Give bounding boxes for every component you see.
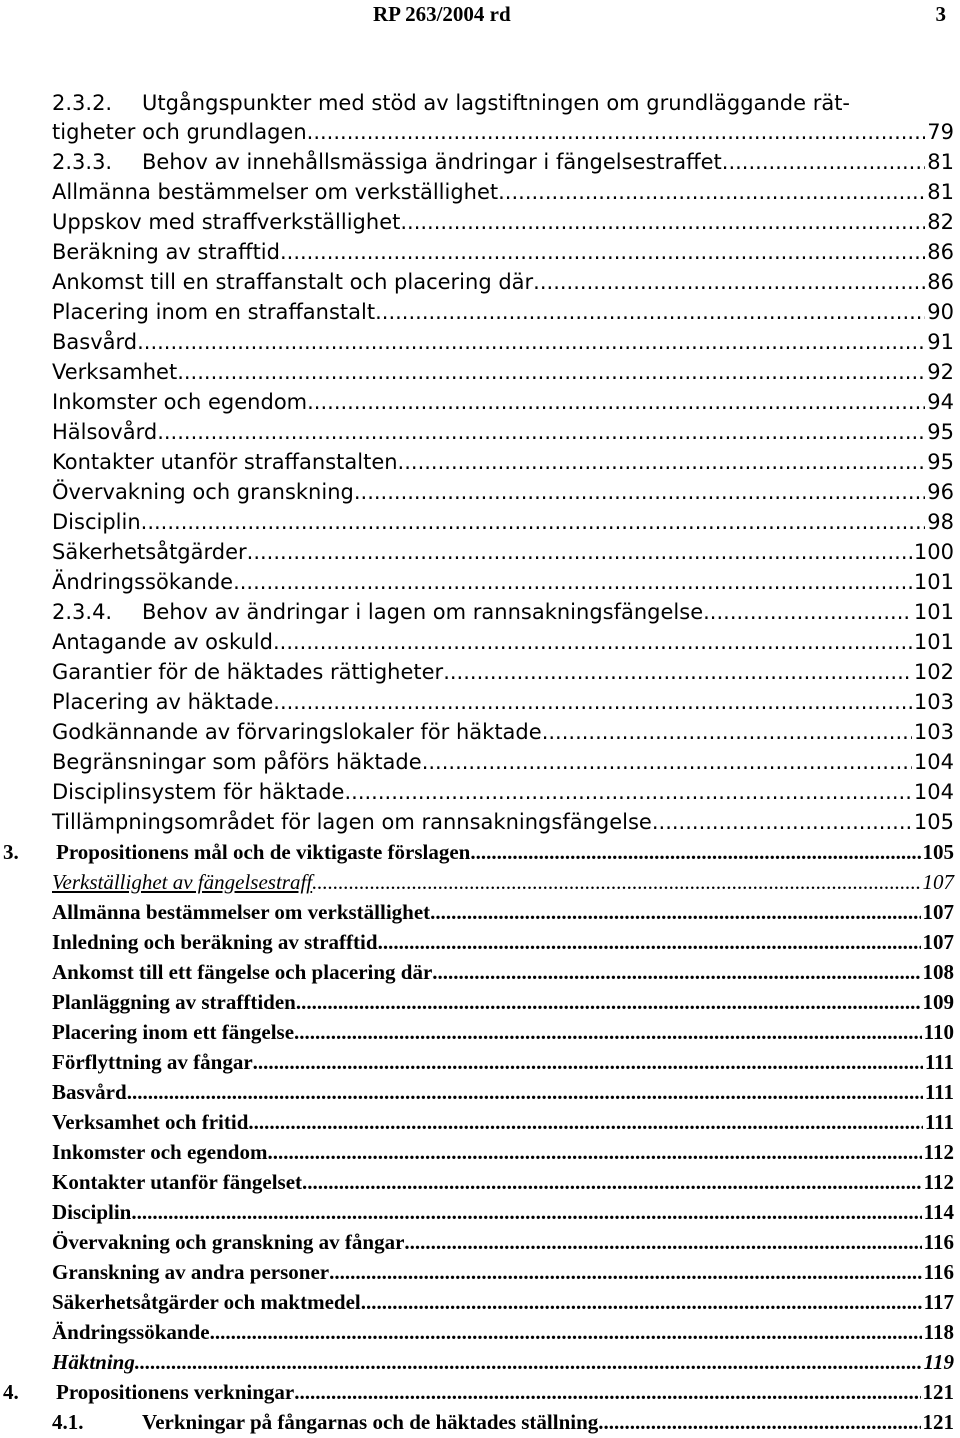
toc-entry-title: Verkningar på fångarnas och de häktades ställning <box>142 1410 599 1434</box>
toc-entry-title: Disciplin <box>52 1200 132 1224</box>
toc-entry[interactable] <box>0 237 960 267</box>
toc-entry-line <box>52 1197 954 1227</box>
toc-entry-number: 4. <box>3 1380 19 1404</box>
toc-entry-title: Säkerhetsåtgärder och maktmedel <box>52 1290 361 1314</box>
toc-entry-title: Ankomst till ett fängelse och placering där <box>52 960 433 984</box>
toc-entry-page: 79 <box>927 120 954 144</box>
toc-entry-line <box>52 537 954 567</box>
toc-entry-title: Inkomster och egendom <box>52 1140 268 1164</box>
toc-leader-dots <box>722 147 926 177</box>
toc-entry-title: Uppskov med straffverkställighet <box>52 210 401 234</box>
toc-entry-page: 101 <box>913 570 954 594</box>
toc-entry[interactable] <box>0 417 960 447</box>
toc-entry-title: Hälsovård <box>52 420 158 444</box>
toc-entry-line <box>52 957 954 987</box>
toc-leader-dots <box>422 747 912 777</box>
toc-entry-title: Propositionens mål och de viktigaste förslagen <box>56 840 471 864</box>
toc-entry-title: Förflyttning av fångar <box>52 1050 253 1074</box>
toc-leader-dots <box>267 1137 921 1167</box>
page-header <box>0 0 960 30</box>
toc-leader-dots <box>443 657 912 687</box>
toc-entry[interactable] <box>0 897 960 927</box>
toc-entry-line <box>52 147 954 177</box>
toc-entry-page: 114 <box>923 1200 954 1224</box>
toc-entry-title: Begränsningar som påförs häktade <box>52 750 422 774</box>
toc-entry-line <box>3 837 954 867</box>
toc-entry-title: Placering inom ett fängelse <box>52 1020 295 1044</box>
toc-entry[interactable] <box>0 1377 960 1407</box>
toc-leader-dots <box>398 447 926 477</box>
toc-entry-line <box>52 1107 954 1137</box>
toc-entry[interactable] <box>0 1107 960 1137</box>
toc-entry-page: 103 <box>913 690 954 714</box>
toc-entry-line <box>52 507 954 537</box>
toc-entry[interactable] <box>0 327 960 357</box>
toc-entry-line <box>52 477 954 507</box>
toc-leader-dots <box>253 1047 923 1077</box>
toc-entry-line <box>52 1407 954 1437</box>
toc-entry-number: 2.3.4. <box>52 600 113 624</box>
toc-entry-title: Antagande av oskuld <box>52 630 273 654</box>
toc-entry-line <box>52 987 954 1017</box>
toc-entry[interactable] <box>0 267 960 297</box>
toc-leader-dots <box>533 267 925 297</box>
toc-leader-dots <box>598 1407 920 1437</box>
toc-entry[interactable] <box>0 777 960 807</box>
toc-leader-dots <box>294 1017 922 1047</box>
toc-entry-page: 108 <box>922 960 954 984</box>
toc-leader-dots <box>177 357 925 387</box>
toc-entry[interactable] <box>0 687 960 717</box>
toc-leader-dots <box>141 507 926 537</box>
toc-entry-page: 100 <box>913 540 954 564</box>
toc-entry[interactable] <box>0 357 960 387</box>
toc-entry-title: tigheter och grundlagen <box>52 120 307 144</box>
toc-entry[interactable] <box>0 837 960 867</box>
toc-entry[interactable] <box>0 447 960 477</box>
toc-entry-line <box>52 1167 954 1197</box>
toc-leader-dots <box>329 1257 922 1287</box>
toc-entry[interactable] <box>0 207 960 237</box>
toc-entry-line <box>52 597 954 627</box>
toc-entry-title: Disciplinsystem för häktade <box>52 780 345 804</box>
toc-entry-page: 103 <box>913 720 954 744</box>
toc-leader-dots <box>233 567 912 597</box>
toc-leader-dots <box>470 837 920 867</box>
toc-entry-title: Placering av häktade <box>52 690 274 714</box>
toc-entry-title: Verksamhet och fritid <box>52 1110 249 1134</box>
toc-leader-dots <box>135 1347 922 1377</box>
toc-entry-line <box>52 747 954 777</box>
toc-entry-page: 107 <box>922 930 954 954</box>
toc-entry-line <box>52 927 954 957</box>
toc-entry-line <box>52 267 954 297</box>
toc-entry-page: 107 <box>922 870 954 894</box>
toc-entry-line <box>52 807 954 837</box>
toc-entry-line <box>52 357 954 387</box>
toc-entry[interactable] <box>0 927 960 957</box>
toc-entry-title: Inkomster och egendom <box>52 390 308 414</box>
toc-entry-line <box>52 89 954 117</box>
toc-entry-page: 110 <box>923 1020 954 1044</box>
toc-entry[interactable] <box>0 747 960 777</box>
toc-entry-page: 121 <box>922 1380 954 1404</box>
toc-entry-page: 111 <box>924 1050 954 1074</box>
toc-entry-title: Allmänna bestämmelser om verkställighet <box>52 900 431 924</box>
toc-entry-number: 2.3.3. <box>52 150 113 174</box>
toc-entry-line <box>52 207 954 237</box>
toc-entry[interactable] <box>0 147 960 177</box>
toc-leader-dots <box>131 1197 921 1227</box>
toc-entry-line <box>52 567 954 597</box>
toc-entry-page: 104 <box>913 780 954 804</box>
toc-leader-dots <box>273 627 912 657</box>
toc-entry[interactable] <box>0 1317 960 1347</box>
toc-entry-title: Övervakning och granskning <box>52 480 354 504</box>
toc-entry[interactable] <box>0 567 960 597</box>
toc-entry-line <box>52 387 954 417</box>
toc-entry[interactable] <box>0 957 960 987</box>
toc-entry-line <box>52 447 954 477</box>
toc-leader-dots <box>307 117 926 147</box>
toc-entry-title: Tillämpningsområdet för lagen om rannsakningsfängelse <box>52 810 652 834</box>
toc-leader-dots <box>248 1107 922 1137</box>
toc-entry[interactable] <box>0 987 960 1017</box>
toc-entry-title: Beräkning av strafftid <box>52 240 280 264</box>
toc-leader-dots <box>137 327 925 357</box>
toc-entry-line <box>52 777 954 807</box>
toc-entry-page: 111 <box>924 1110 954 1134</box>
toc-entry-title: Propositionens verkningar <box>56 1380 295 1404</box>
toc-entry-line <box>52 1347 954 1377</box>
toc-entry-title: Godkännande av förvaringslokaler för häktade <box>52 720 542 744</box>
toc-entry[interactable] <box>0 1137 960 1167</box>
toc-entry-line <box>52 177 954 207</box>
toc-entry-number: 4.1. <box>52 1410 84 1434</box>
toc-entry-title: Basvård <box>52 1080 127 1104</box>
toc-entry-title: Inledning och beräkning av strafftid <box>52 930 378 954</box>
toc-entry-title: Kontakter utanför fängelset <box>52 1170 303 1194</box>
toc-entry-line <box>52 1287 954 1317</box>
toc-entry[interactable] <box>0 297 960 327</box>
toc-entry-page: 82 <box>927 210 954 234</box>
toc-entry-page: 101 <box>913 630 954 654</box>
toc-entry[interactable] <box>0 177 960 207</box>
toc-leader-dots <box>280 237 925 267</box>
toc-entry-page: 86 <box>927 240 954 264</box>
toc-entry[interactable] <box>0 867 960 897</box>
toc-entry-page: 81 <box>927 150 954 174</box>
toc-entry-page: 90 <box>927 300 954 324</box>
toc-leader-dots <box>432 957 920 987</box>
toc-entry[interactable] <box>0 1197 960 1227</box>
toc-leader-dots <box>302 1167 922 1197</box>
toc-entry-page: 118 <box>923 1320 954 1344</box>
toc-entry[interactable] <box>0 807 960 837</box>
page-number: 3 <box>935 2 946 26</box>
document-id: RP 263/2004 rd <box>373 2 511 26</box>
toc-entry-page: 94 <box>927 390 954 414</box>
toc-leader-dots <box>361 1287 922 1317</box>
toc-leader-dots <box>378 927 921 957</box>
toc-entry-number: 2.3.2. <box>52 91 113 115</box>
toc-entry-title: Övervakning och granskning av fångar <box>52 1230 405 1254</box>
toc-leader-dots <box>430 897 920 927</box>
toc-entry-page: 91 <box>927 330 954 354</box>
toc-entry[interactable] <box>0 657 960 687</box>
toc-leader-dots <box>312 867 920 897</box>
toc-entry-page: 98 <box>927 510 954 534</box>
toc-entry-page: 92 <box>927 360 954 384</box>
toc-entry-line <box>52 117 954 147</box>
toc-entry-page: 109 <box>922 990 954 1014</box>
toc-entry[interactable] <box>0 1227 960 1257</box>
toc-entry-line <box>52 717 954 747</box>
toc-entry[interactable] <box>0 89 960 117</box>
toc-entry-page: 117 <box>923 1290 954 1314</box>
toc-leader-dots <box>404 1227 921 1257</box>
toc-entry-line <box>52 1257 954 1287</box>
toc-entry-page: 101 <box>913 600 954 624</box>
toc-leader-dots <box>498 177 925 207</box>
toc-entry[interactable] <box>0 1017 960 1047</box>
toc-entry-line <box>52 237 954 267</box>
toc-entry[interactable] <box>0 507 960 537</box>
toc-leader-dots <box>127 1077 923 1107</box>
toc-leader-dots <box>307 387 925 417</box>
toc-entry-line <box>52 1077 954 1107</box>
toc-entry-line <box>52 297 954 327</box>
toc-entry-title: Kontakter utanför straffanstalten <box>52 450 398 474</box>
toc-entry-page: 107 <box>922 900 954 924</box>
toc-entry-title: Garantier för de häktades rättigheter <box>52 660 444 684</box>
toc-entry-title: Ändringssökande <box>52 1320 210 1344</box>
toc-entry-page: 96 <box>927 480 954 504</box>
toc-entry-page: 116 <box>923 1230 954 1254</box>
toc-entry-page: 112 <box>923 1170 954 1194</box>
toc-entry-title: Verkställighet av fängelsestraff <box>52 870 313 894</box>
toc-leader-dots <box>210 1317 922 1347</box>
toc-entry-title: Disciplin <box>52 510 141 534</box>
toc-leader-dots <box>157 417 925 447</box>
toc-entry[interactable] <box>0 1167 960 1197</box>
toc-entry[interactable] <box>0 1047 960 1077</box>
toc-entry[interactable] <box>0 627 960 657</box>
toc-entry[interactable] <box>0 117 960 147</box>
toc-entry-line <box>52 1227 954 1257</box>
toc-entry-title: Allmänna bestämmelser om verkställighet <box>52 180 499 204</box>
toc-entry[interactable] <box>0 1407 960 1437</box>
toc-entry-title: Häktning <box>52 1350 135 1374</box>
toc-entry-line <box>52 1137 954 1167</box>
toc-entry[interactable] <box>0 1347 960 1377</box>
toc-entry-line <box>52 417 954 447</box>
toc-entry-page: 105 <box>913 810 954 834</box>
table-of-contents <box>0 89 960 1437</box>
toc-entry-page: 102 <box>913 660 954 684</box>
toc-leader-dots <box>400 207 925 237</box>
toc-entry-line <box>52 687 954 717</box>
toc-entry-line <box>52 1017 954 1047</box>
toc-entry[interactable] <box>0 717 960 747</box>
toc-entry-title: Basvård <box>52 330 138 354</box>
toc-entry[interactable] <box>0 1077 960 1107</box>
toc-entry-page: 116 <box>923 1260 954 1284</box>
toc-leader-dots <box>247 537 912 567</box>
toc-entry-title: Planläggning av strafftiden <box>52 990 296 1014</box>
toc-leader-dots <box>344 777 911 807</box>
toc-entry-page: 121 <box>922 1410 954 1434</box>
toc-entry-page: 104 <box>913 750 954 774</box>
toc-entry[interactable] <box>0 387 960 417</box>
toc-entry-title: Säkerhetsåtgärder <box>52 540 247 564</box>
toc-entry-line <box>52 1317 954 1347</box>
toc-entry[interactable] <box>0 597 960 627</box>
toc-entry[interactable] <box>0 1287 960 1317</box>
toc-entry-line <box>52 627 954 657</box>
toc-entry-title: Ändringssökande <box>52 570 234 594</box>
toc-entry-title: Granskning av andra personer <box>52 1260 330 1284</box>
toc-entry-number: 3. <box>3 840 19 864</box>
toc-leader-dots <box>542 717 912 747</box>
toc-leader-dots <box>294 1377 920 1407</box>
toc-entry-line <box>52 867 954 897</box>
toc-entry[interactable] <box>0 1257 960 1287</box>
toc-entry-line <box>52 1047 954 1077</box>
toc-entry-page: 111 <box>924 1080 954 1104</box>
toc-leader-dots <box>703 597 912 627</box>
toc-entry-page: 95 <box>927 450 954 474</box>
toc-entry-title: Utgångspunkter med stöd av lagstiftningen om grundläggande rät- <box>142 91 851 115</box>
toc-entry-title: Ankomst till en straffanstalt och placering där <box>52 270 534 294</box>
toc-leader-dots <box>296 987 921 1017</box>
toc-entry-line <box>52 657 954 687</box>
toc-entry-title: Behov av ändringar i lagen om rannsakningsfängelse <box>142 600 704 624</box>
toc-entry[interactable] <box>0 477 960 507</box>
toc-entry-page: 112 <box>923 1140 954 1164</box>
toc-leader-dots <box>273 687 912 717</box>
toc-entry-title: Verksamhet <box>52 360 178 384</box>
toc-leader-dots <box>652 807 912 837</box>
toc-entry-page: 86 <box>927 270 954 294</box>
toc-entry-page: 119 <box>923 1350 954 1374</box>
toc-entry-page: 81 <box>927 180 954 204</box>
toc-entry-line <box>3 1377 954 1407</box>
toc-leader-dots <box>375 297 925 327</box>
toc-entry-line <box>52 897 954 927</box>
toc-leader-dots <box>354 477 925 507</box>
toc-entry-line <box>52 327 954 357</box>
toc-entry-page: 95 <box>927 420 954 444</box>
toc-entry[interactable] <box>0 537 960 567</box>
toc-entry-title: Placering inom en straffanstalt <box>52 300 376 324</box>
toc-entry-page: 105 <box>922 840 954 864</box>
toc-entry-title: Behov av innehållsmässiga ändringar i fängelsestraffet <box>142 150 722 174</box>
